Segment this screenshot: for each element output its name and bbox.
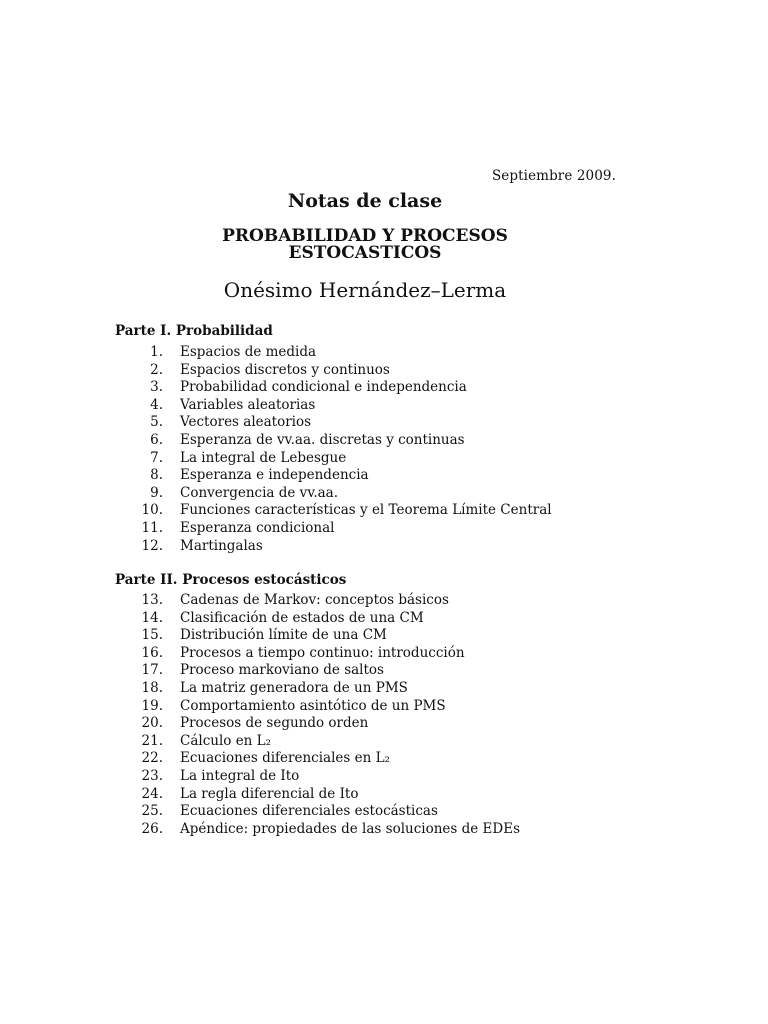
subtitle-line-1: PROBABILIDAD Y PROCESOS: [222, 226, 508, 246]
toc-item-title: Procesos a tiempo continuo: introducción: [180, 644, 465, 661]
toc-item-title: Esperanza e independencia: [180, 467, 369, 484]
toc-item-number: 3.: [150, 379, 163, 396]
toc-item: [115, 344, 635, 362]
toc-item-title: La integral de Lebesgue: [180, 449, 347, 466]
toc-item-title: Ecuaciones diferenciales en L₂: [180, 750, 390, 767]
toc-item: [115, 538, 635, 556]
toc-item-number: 7.: [150, 449, 163, 466]
toc-item-title: Comportamiento asintótico de un PMS: [180, 697, 446, 714]
toc-item-title: Probabilidad condicional e independencia: [180, 379, 467, 396]
toc-item-title: Clasificación de estados de una CM: [180, 609, 424, 626]
toc-item-title: Procesos de segundo orden: [180, 715, 369, 732]
toc-item: [115, 627, 635, 645]
toc-item-title: Cálculo en L₂: [180, 732, 272, 749]
toc-item-number: 25.: [141, 803, 163, 820]
toc-item-number: 20.: [141, 715, 163, 732]
part-1-heading: Parte I. Probabilidad: [115, 323, 273, 339]
toc-item-number: 26.: [141, 820, 163, 837]
toc-item: [115, 786, 635, 804]
toc-item-number: 24.: [141, 785, 163, 802]
toc-item: [115, 467, 635, 485]
toc-item: [115, 450, 635, 468]
toc-item-title: Martingalas: [180, 537, 263, 554]
toc-item: [115, 680, 635, 698]
toc-item: [115, 610, 635, 628]
toc-item-title: Distribución límite de una CM: [180, 627, 387, 644]
document-subtitle: [0, 228, 730, 262]
toc-item-title: Convergencia de vv.aa.: [180, 484, 339, 501]
toc-item-title: Variables aleatorias: [180, 396, 316, 413]
toc-item: [115, 821, 635, 839]
part-2-contents: [115, 592, 635, 838]
toc-item-number: 21.: [141, 732, 163, 749]
toc-item-number: 4.: [150, 396, 163, 413]
toc-item-number: 13.: [141, 592, 163, 608]
part-1-contents: [115, 344, 635, 555]
toc-item-title: Vectores aleatorios: [180, 414, 312, 431]
toc-item: [115, 750, 635, 768]
toc-item-number: 8.: [150, 467, 163, 484]
toc-item-title: Funciones características y el Teorema Límite Central: [180, 502, 552, 519]
toc-item: [115, 645, 635, 663]
document-author: Onésimo Hernández–Lerma: [223, 278, 507, 302]
toc-item: [115, 379, 635, 397]
toc-item-title: La matriz generadora de un PMS: [180, 679, 408, 696]
toc-item-number: 19.: [141, 697, 163, 714]
toc-item-number: 10.: [141, 502, 163, 519]
toc-item-title: Esperanza de vv.aa. discretas y continuas: [180, 431, 465, 448]
toc-item: [115, 662, 635, 680]
toc-item-title: Proceso markoviano de saltos: [180, 662, 384, 679]
toc-item: [115, 520, 635, 538]
toc-item: [115, 397, 635, 415]
toc-item-number: 17.: [141, 662, 163, 679]
toc-item-title: Apéndice: propiedades de las soluciones de EDEs: [180, 820, 521, 837]
toc-item-title: La regla diferencial de Ito: [180, 785, 359, 802]
subtitle-line-2: ESTOCASTICOS: [288, 243, 442, 263]
toc-item: [115, 715, 635, 733]
toc-item: [115, 592, 635, 610]
toc-item: [115, 502, 635, 520]
toc-item-number: 1.: [150, 344, 163, 360]
toc-item-number: 18.: [141, 679, 163, 696]
toc-item-number: 5.: [150, 414, 163, 431]
document-title: Notas de clase: [287, 190, 443, 212]
toc-item-number: 11.: [141, 519, 163, 536]
toc-item-title: Cadenas de Markov: conceptos básicos: [180, 592, 449, 608]
toc-item: [115, 803, 635, 821]
toc-item-number: 14.: [141, 609, 163, 626]
toc-item: [115, 733, 635, 751]
toc-item: [115, 485, 635, 503]
toc-item-title: Ecuaciones diferenciales estocásticas: [180, 803, 438, 820]
toc-item: [115, 362, 635, 380]
toc-item-number: 9.: [150, 484, 163, 501]
toc-item: [115, 698, 635, 716]
toc-item-title: Espacios discretos y continuos: [180, 361, 390, 378]
part-2-heading: Parte II. Procesos estocásticos: [115, 572, 347, 588]
toc-item-number: 16.: [141, 644, 163, 661]
toc-item: [115, 414, 635, 432]
toc-item-number: 6.: [150, 431, 163, 448]
toc-item: [115, 432, 635, 450]
toc-item-number: 15.: [141, 627, 163, 644]
document-date: Septiembre 2009.: [491, 168, 616, 184]
toc-item-number: 23.: [141, 767, 163, 784]
toc-item-title: La integral de Ito: [180, 767, 300, 784]
toc-item-number: 2.: [150, 361, 163, 378]
toc-item-number: 12.: [141, 537, 163, 554]
toc-item-title: Esperanza condicional: [180, 519, 335, 536]
toc-item: [115, 768, 635, 786]
toc-item-title: Espacios de medida: [180, 344, 317, 360]
toc-item-number: 22.: [141, 750, 163, 767]
